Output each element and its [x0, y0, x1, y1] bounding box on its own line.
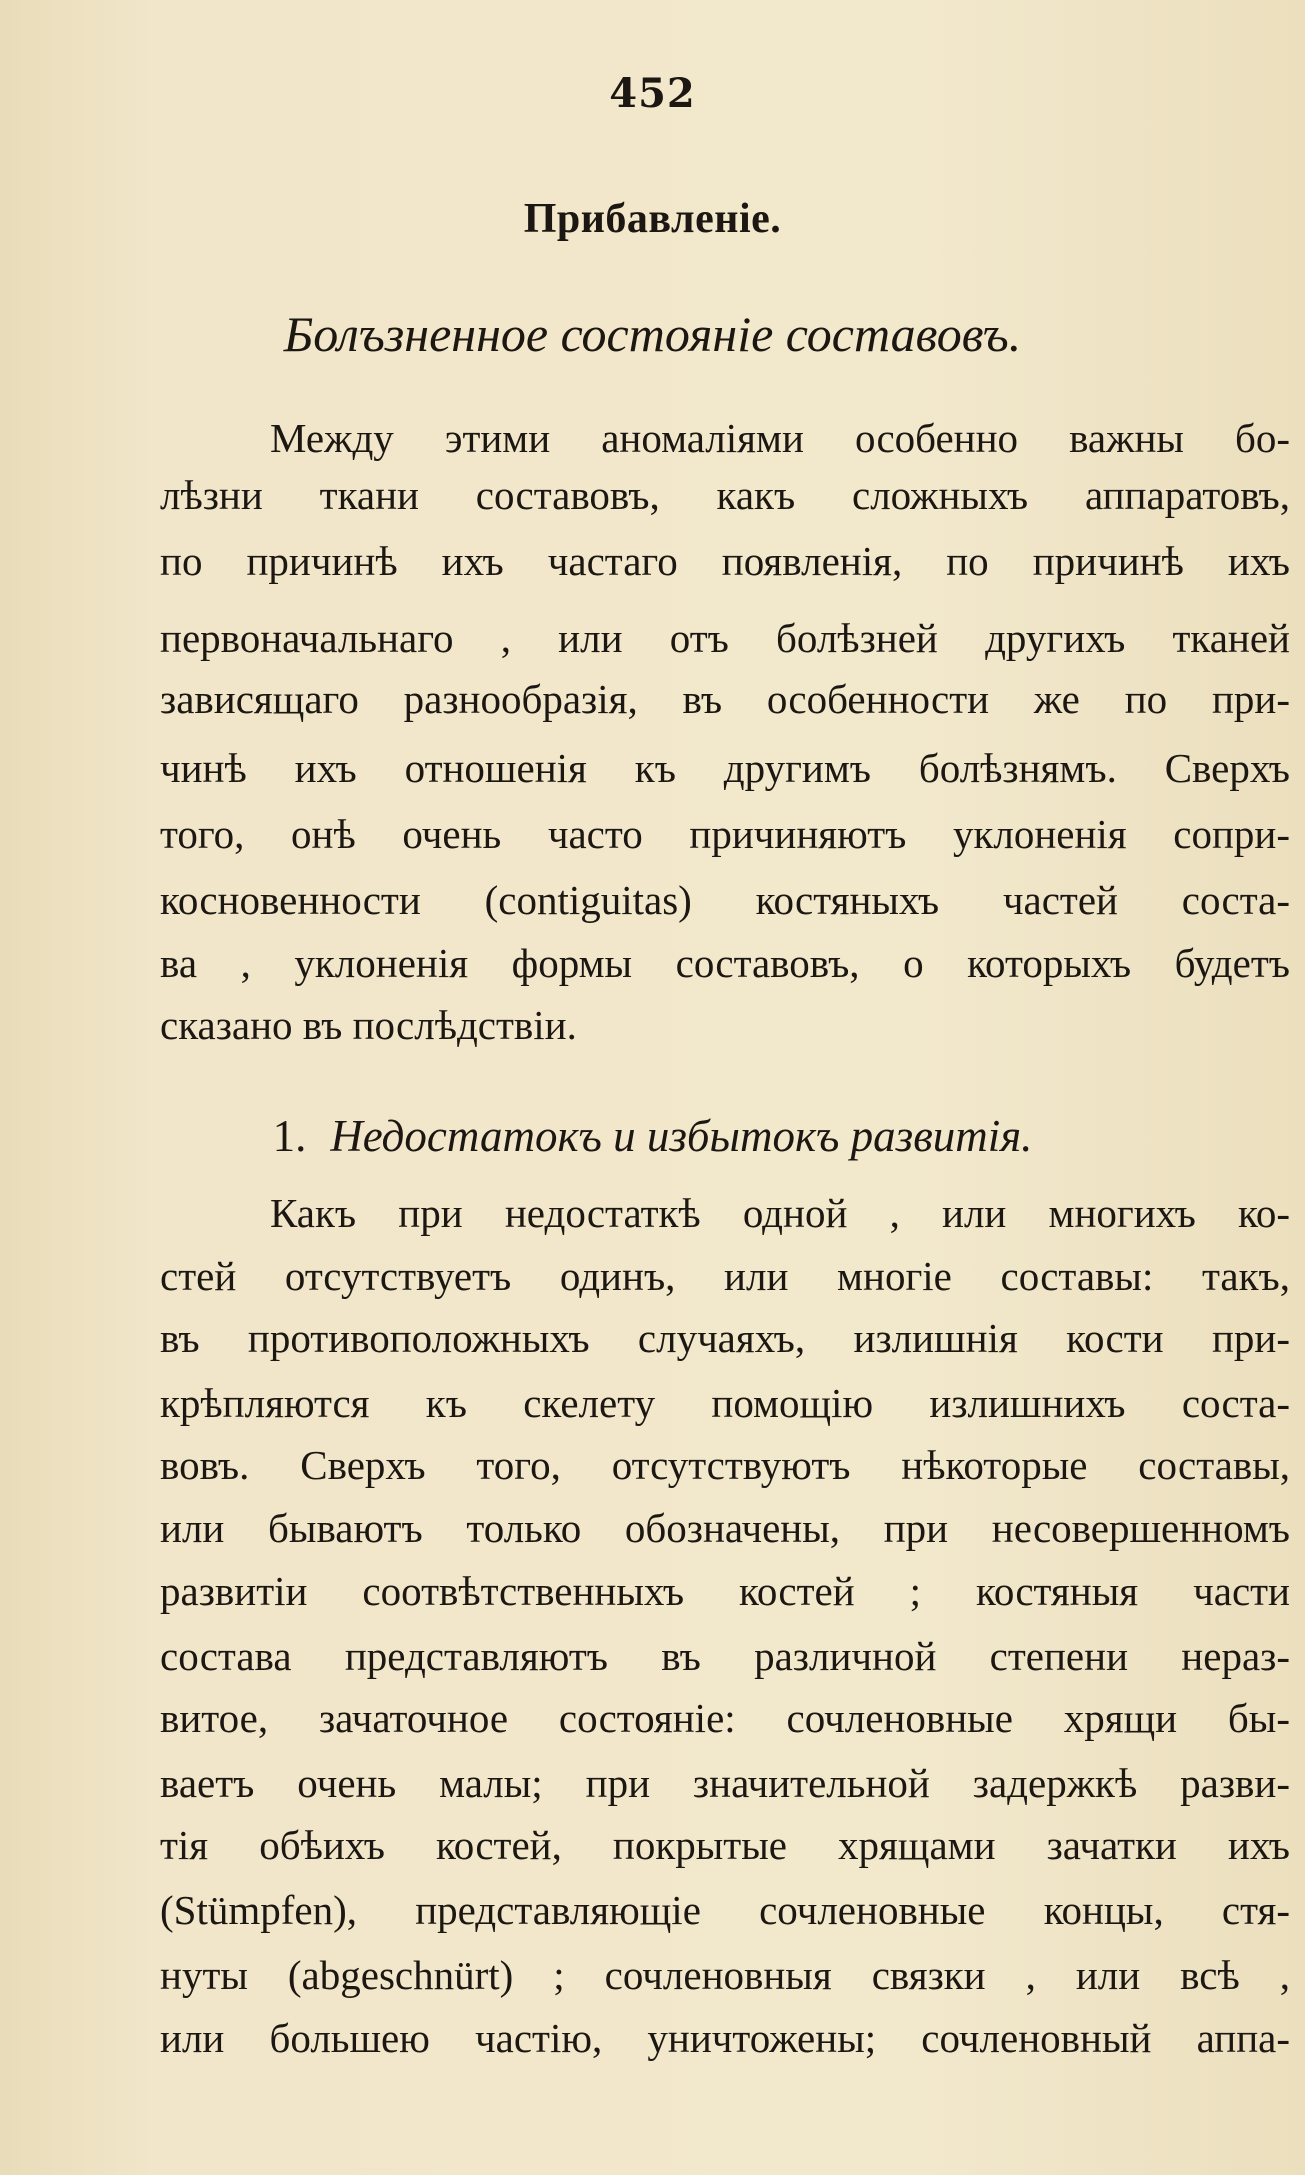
paragraph-1-line: лѣзни ткани составовъ, какъ сложныхъ аппаратовъ, [160, 472, 1290, 518]
paragraph-2-line: тія обѣихъ костей, покрытые хрящами зачатки ихъ [160, 1822, 1290, 1868]
paragraph-2-line: стей отсутствуетъ одинъ, или многіе составы: такъ, [160, 1253, 1290, 1299]
paragraph-2-line: нуты (abgeschnürt) ; сочленовныя связки , или всѣ , [160, 1952, 1290, 1998]
paragraph-2-line: крѣпляются къ скелету помощію излишнихъ соста- [160, 1380, 1290, 1426]
paragraph-1-line: Между этими аномаліями особенно важны бо- [270, 415, 1290, 461]
paragraph-1-line: того, онѣ очень часто причиняютъ уклоненія сопри- [160, 811, 1290, 857]
subtitle: Болъзненное состояніе составовъ. [283, 306, 1022, 362]
paragraph-2-line: (Stümpfen), представляющіе сочленовные концы, стя- [160, 1887, 1290, 1933]
paragraph-2-line: вовъ. Сверхъ того, отсутствуютъ нѣкоторые составы, [160, 1442, 1290, 1488]
paragraph-2-line: состава представляютъ въ различной степени нераз- [160, 1633, 1290, 1679]
paragraph-1-line: первоначальнаго , или отъ болѣзней другихъ тканей [160, 615, 1290, 661]
paragraph-1-line: зависящаго разнообразія, въ особенности же по при- [160, 676, 1290, 722]
paragraph-1-line: чинѣ ихъ отношенія къ другимъ болѣзнямъ. Сверхъ [160, 745, 1290, 791]
paragraph-2-line: витое, зачаточное состояніе: сочленовные хрящи бы- [160, 1695, 1290, 1741]
paragraph-2-line: развитіи соотвѣтственныхъ костей ; костяныя части [160, 1568, 1290, 1614]
paragraph-2-line: въ противоположныхъ случаяхъ, излишнія кости при- [160, 1315, 1290, 1361]
paragraph-1-line: по причинѣ ихъ частаго появленія, по причинѣ ихъ [160, 538, 1290, 584]
section-heading: Прибавленіе. [523, 196, 782, 242]
paragraph-1-line: ва , уклоненія формы составовъ, о которыхъ будетъ [160, 940, 1290, 986]
heading-number: 1. [272, 1111, 307, 1161]
paragraph-1-line: косновенности (contiguitas) костяныхъ частей соста- [160, 877, 1290, 923]
paragraph-2-line: Какъ при недостаткѣ одной , или многихъ ко- [270, 1190, 1290, 1236]
paragraph-2-line: или большею частію, уничтожены; сочленовный аппа- [160, 2015, 1290, 2061]
page-number: 452 [609, 70, 696, 117]
paragraph-1-line: сказано въ послѣдствіи. [160, 1002, 577, 1048]
numbered-heading [0, 1110, 1305, 1162]
paragraph-2-line: ваетъ очень малы; при значительной задержкѣ разви- [160, 1760, 1290, 1806]
heading-title: Недостатокъ и избытокъ развитія. [330, 1111, 1033, 1161]
paragraph-2-line: или бываютъ только обозначены, при несовершенномъ [160, 1505, 1290, 1551]
